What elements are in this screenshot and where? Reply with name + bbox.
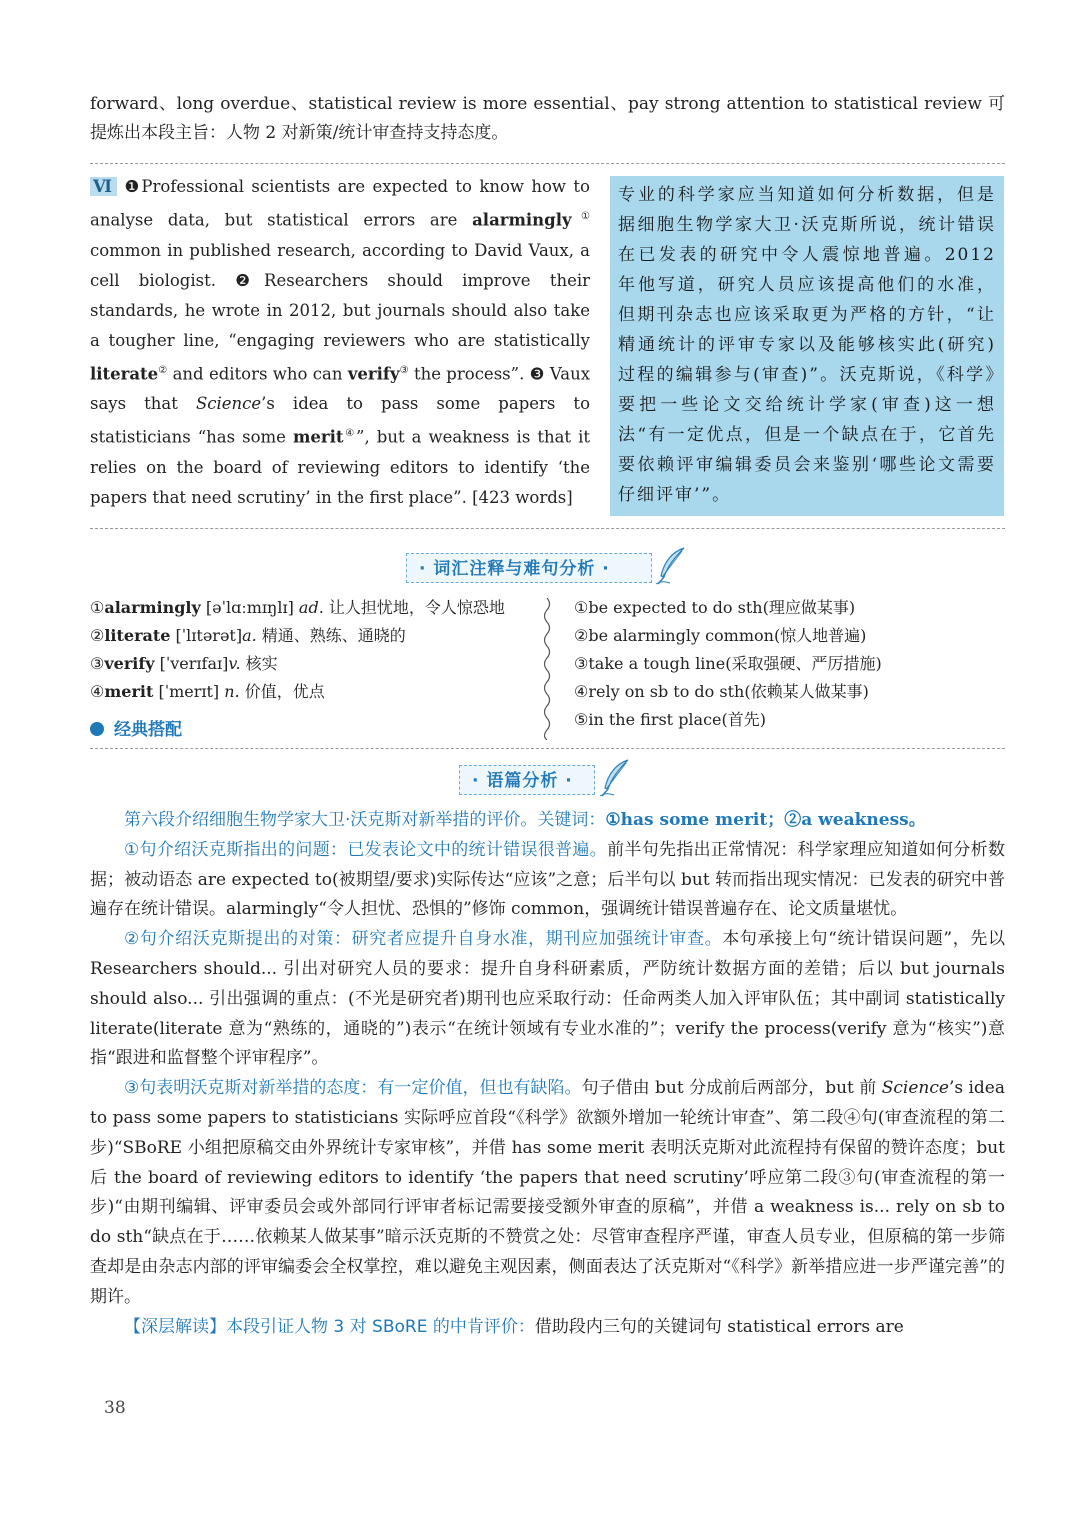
collocation-item: ④rely on sb to do sth(依赖某人做某事)	[574, 682, 869, 701]
collocation-item: ⑤in the first place(首先)	[574, 710, 767, 729]
bullet-icon	[90, 722, 104, 736]
collocation-item: ②be alarmingly common(惊人地普遍)	[574, 626, 867, 645]
discourse-analysis	[90, 806, 1005, 1342]
english-passage: Ⅵ ❶Professional scientists are expected to know how to analyse data, but statistical errors are alarmingly① common in published research, according to David Vaux, a cell biologist. ❷Researchers should improve their standards, he wrote in 2012, but journals should also take a tougher line, “engaging reviewers who are statistically literate② and editors who can verify③ the process”. ❸ Vaux says that Science’s idea to pass some papers to statisticians “has some merit④”, but a weakness is that it relies on the board of reviewing editors to identify ‘the papers that need scrutiny’ in the first place”. [423 words]	[90, 177, 591, 507]
vocab-word: literate	[90, 364, 159, 383]
sentence-marker: ❸	[529, 364, 545, 383]
sentence-marker: ❷	[235, 270, 265, 290]
quill-icon	[654, 546, 688, 586]
analysis-sentence-1: ①句介绍沃克斯指出的问题：已发表论文中的统计错误很普遍。前半句先指出正常情况：科学家理应知道如何分析数据；被动语态 are expected to(被期望/要求)实际传达“应该”之意；后半句以 but 转而指出现实情况：已发表的研究中普遍存在统计错误。alarmingly“令人担忧、恐惧的”修饰 common，强调统计错误普遍存在、论文质量堪忧。	[90, 839, 1005, 920]
paragraph-number: Ⅵ	[90, 177, 117, 196]
vocab-item: ④merit [ˈmerɪt] n. 价值，优点	[90, 682, 325, 701]
collocation-list	[574, 594, 1004, 734]
sentence-marker: ❶	[124, 177, 142, 196]
quill-icon	[598, 758, 632, 798]
analysis-sentence-2: ②句介绍沃克斯提出的对策：研究者应提升自身水准，期刊应加强统计审查。本句承接上句“统计错误问题”，先以 Researchers should... 引出对研究人员的要求：提升自身科研素质，严防统计数据方面的差错；后以 but journals should also... 引出强调的重点：(不光是研究者)期刊也应采取行动：任命两类人加入评审队伍；其中副词 statistically literate(literate 意为“熟练的，通晓的”)表示“在统计领域有专业水准的”；verify the process(verify 意为“核实”)意指“跟进和监督整个评审程序”。	[90, 929, 1005, 1069]
collocation-item: ③take a tough line(采取强硬、严厉措施)	[574, 654, 882, 673]
section-heading-vocab: · 词汇注释与难句分析 ·	[406, 553, 652, 583]
divider	[90, 748, 1005, 749]
section-heading-discourse: · 语篇分析 ·	[459, 765, 595, 795]
divider	[90, 528, 1005, 529]
translation-box: 专业的科学家应当知道如何分析数据，但是据细胞生物学家大卫·沃克斯所说，统计错误在已发表的研究中令人震惊地普遍。2012 年他写道，研究人员应该提高他们的水准，但期刊杂志也应该采取更为严格的方针，“让精通统计的评审专家以及能够核实此(研究)过程的编辑参与(审查)”。沃克斯说，《科学》要把一些论文交给统计学家(审查)这一想法“有一定优点，但是一个缺点在于，它首先要依赖评审编辑委员会来鉴别‘哪些论文需要仔细评审’”。	[610, 176, 1004, 516]
vocab-item: ②literate [ˈlɪtərət]a. 精通、熟练、通晓的	[90, 626, 406, 645]
wavy-divider	[540, 598, 554, 740]
top-paragraph: forward、long overdue、statistical review is more essential、pay strong attention to statistical review 可提炼出本段主旨：人物 2 对新策/统计审查持支持态度。	[90, 94, 1005, 143]
analysis-deep-reading: 【深层解读】本段引证人物 3 对 SBoRE 的中肯评价：借助段内三句的关键词句 statistical errors are	[124, 1316, 904, 1337]
vocab-word: verify	[347, 364, 400, 383]
vocab-item: ①alarmingly [əˈlɑːmɪŋlɪ] ad. 让人担忧地，令人惊恐地	[90, 598, 505, 617]
vocab-list	[90, 594, 530, 706]
analysis-intro: 第六段介绍细胞生物学家大卫·沃克斯对新举措的评价。关键词：①has some merit；②a weakness。	[124, 810, 926, 830]
page-number: 38	[104, 1398, 126, 1418]
divider	[90, 163, 1005, 164]
collocation-item: ①be expected to do sth(理应做某事)	[574, 598, 856, 617]
collocations-heading: 经典搭配	[90, 717, 182, 743]
vocab-word: alarmingly	[472, 210, 572, 230]
analysis-sentence-3: ③句表明沃克斯对新举措的态度：有一定价值，但也有缺陷。句子借由 but 分成前后两部分，but 前 Science’s idea to pass some papers to statisticians 实际呼应首段“《科学》欲额外增加一轮统计审查”、第二段④句(审查流程的第二步)“SBoRE 小组把原稿交由外界统计专家审核”，并借 has some merit 表明沃克斯对此流程持有保留的赞许态度；but 后 the board of reviewing editors to identify ‘the papers that need scrutiny’呼应第二段③句(审查流程的第一步)“由期刊编辑、评审委员会或外部同行评审者标记需要接受额外审查的原稿”，并借 a weakness is... rely on sb to do sth“缺点在于……依赖某人做某事”暗示沃克斯的不赞赏之处：尽管审查程序严谨，审查人员专业，但原稿的第一步筛查却是由杂志内部的评审编委会全权掌控，难以避免主观因素，侧面表达了沃克斯对“《科学》新举措应进一步严谨完善”的期许。	[90, 1078, 1005, 1307]
vocab-word: merit	[292, 427, 344, 447]
vocab-item: ③verify [ˈverɪfaɪ]v. 核实	[90, 654, 278, 673]
